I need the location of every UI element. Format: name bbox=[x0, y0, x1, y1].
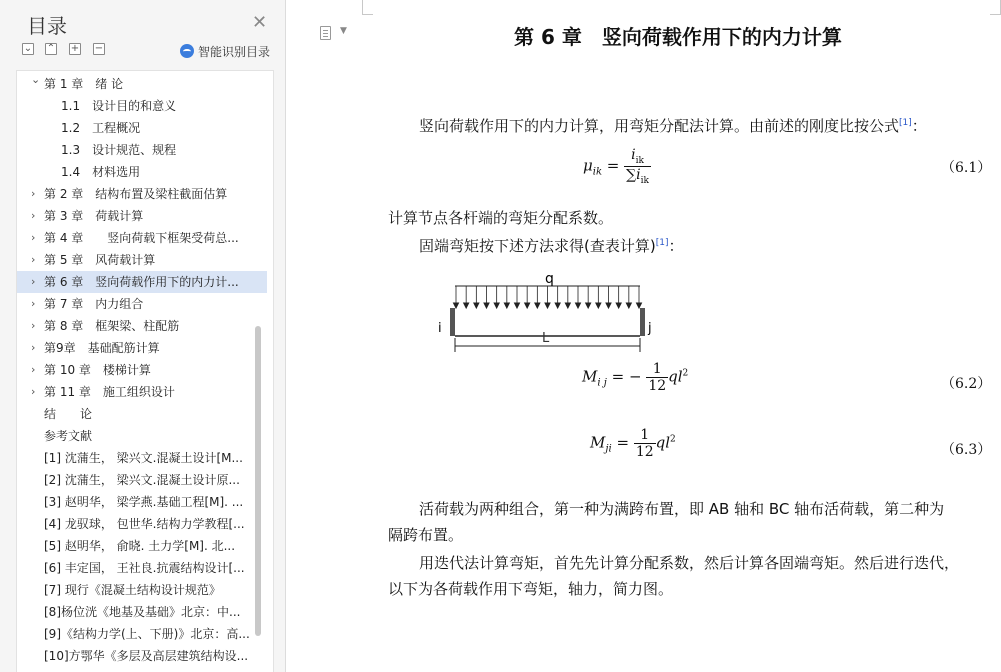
load-arrow-head bbox=[616, 303, 621, 308]
eq1-num: i bbox=[631, 147, 636, 163]
page-corner-mark bbox=[362, 0, 373, 15]
eq2-sign: = − bbox=[611, 367, 642, 386]
toc-item[interactable] bbox=[17, 293, 267, 315]
chapter-title: 第 6 章 竖向荷载作用下的内力计算 bbox=[514, 25, 842, 49]
toc-item[interactable] bbox=[17, 403, 267, 425]
toc-item-label: [5] 赵明华， 俞晓. 土力学[M]. 北... bbox=[44, 539, 236, 553]
chevron-right-icon[interactable]: › bbox=[31, 231, 36, 244]
eq2-tail: ql bbox=[668, 367, 683, 386]
toc-item[interactable] bbox=[17, 359, 267, 381]
close-icon[interactable]: ✕ bbox=[252, 12, 268, 33]
toc-item[interactable] bbox=[17, 381, 267, 403]
toc-item-label: 1.1 设计目的和意义 bbox=[61, 99, 177, 113]
toc-item-label: [1] 沈蒲生， 梁兴文.混凝土设计[M... bbox=[44, 451, 243, 465]
eq3-sign: = bbox=[616, 433, 630, 452]
add-heading-icon[interactable]: + bbox=[70, 43, 80, 54]
toc-item[interactable] bbox=[17, 645, 267, 667]
chevron-right-icon[interactable]: › bbox=[31, 385, 36, 398]
document-view-icon[interactable] bbox=[320, 26, 331, 40]
chevron-right-icon[interactable]: › bbox=[31, 363, 36, 376]
toc-item-label: 第 7 章 内力组合 bbox=[44, 297, 144, 311]
toc-item-label: [2] 沈蒲生， 梁兴文.混凝土设计原... bbox=[44, 473, 240, 487]
toc-item[interactable] bbox=[17, 447, 267, 469]
eq1-num-sub: ik bbox=[635, 155, 644, 166]
toc-item[interactable] bbox=[17, 117, 267, 139]
toc-item[interactable] bbox=[17, 491, 267, 513]
eq2-lhs-sub: i j bbox=[597, 377, 607, 389]
paragraph-5-line-2: 以下为各荷载作用下弯矩，轴力，简力图。 bbox=[388, 580, 674, 598]
toc-item[interactable] bbox=[17, 95, 267, 117]
eq3-lhs-sub: ji bbox=[605, 443, 612, 455]
toc-item-label: [4] 龙驭球， 包世华.结构力学教程[... bbox=[44, 517, 245, 531]
beam-load-diagram bbox=[432, 264, 662, 356]
toc-item[interactable] bbox=[17, 161, 267, 183]
load-arrow-head bbox=[626, 303, 631, 308]
toc-item-label: 第 1 章 绪 论 bbox=[44, 77, 124, 91]
load-arrow-head bbox=[494, 303, 499, 308]
toc-item[interactable] bbox=[17, 183, 267, 205]
toc-item-label: [7] 现行《混凝土结构设计规范》 bbox=[44, 583, 221, 597]
equation-number-6-2: （6.2） bbox=[941, 376, 992, 392]
toc-item[interactable] bbox=[17, 579, 267, 601]
toc-item[interactable] bbox=[17, 513, 267, 535]
toc-sidebar bbox=[0, 0, 286, 672]
toc-item-label: 结 论 bbox=[44, 407, 93, 421]
toc-item[interactable] bbox=[17, 315, 267, 337]
chevron-right-icon[interactable]: › bbox=[31, 275, 36, 288]
load-arrow-head bbox=[586, 303, 591, 308]
toc-item[interactable] bbox=[17, 271, 267, 293]
toc-item[interactable] bbox=[17, 249, 267, 271]
load-arrow-head bbox=[464, 303, 469, 308]
eq1-den: ∑i bbox=[626, 166, 641, 183]
toc-item-label: [6] 丰定国， 王社良.抗震结构设计[... bbox=[44, 561, 245, 575]
load-arrow-head bbox=[596, 303, 601, 308]
paragraph-4-line-2: 隔跨布置。 bbox=[388, 526, 464, 544]
smart-toc-label: 智能识别目录 bbox=[198, 44, 271, 59]
load-arrow-head bbox=[565, 303, 570, 308]
chevron-right-icon[interactable]: › bbox=[31, 297, 36, 310]
paragraph-5-line-1: 用迭代法计算弯矩，首先先计算分配系数，然后计算各固端弯矩。然后进行迭代， bbox=[419, 554, 960, 572]
toc-item-label: 1.3 设计规范、规程 bbox=[61, 143, 177, 157]
load-arrow-head bbox=[606, 303, 611, 308]
load-arrow-head bbox=[474, 303, 479, 308]
page-corner-mark-right bbox=[990, 0, 1001, 15]
eq3-num: 1 bbox=[634, 427, 656, 444]
smart-recognize-icon bbox=[180, 44, 194, 58]
chevron-right-icon[interactable]: › bbox=[31, 341, 36, 354]
toc-item-label: 第 6 章 竖向荷载作用下的内力计... bbox=[44, 275, 239, 289]
load-arrow-head bbox=[576, 303, 581, 308]
equation-6-2 bbox=[582, 361, 688, 394]
toc-item-label: 第 3 章 荷载计算 bbox=[44, 209, 144, 223]
eq1-den-sub: ik bbox=[640, 175, 649, 186]
chevron-right-icon[interactable]: › bbox=[31, 187, 36, 200]
eq1-lhs: μ bbox=[583, 156, 593, 175]
equation-number-6-1: （6.1） bbox=[941, 160, 992, 176]
toc-item-label: 第 5 章 风荷载计算 bbox=[44, 253, 156, 267]
toc-item[interactable] bbox=[17, 337, 267, 359]
toc-title: 目录 bbox=[27, 14, 67, 38]
paragraph-4-line-1: 活荷载为两种组合，第一种为满跨布置，即 AB 轴和 BC 轴布活荷载，第二种为 bbox=[419, 500, 945, 518]
toc-item[interactable] bbox=[17, 469, 267, 491]
toc-item-label: 第 10 章 楼梯计算 bbox=[44, 363, 151, 377]
toc-list-panel bbox=[16, 70, 274, 672]
load-arrow-head bbox=[545, 303, 550, 308]
load-arrow-head bbox=[515, 303, 520, 308]
smart-toc-button[interactable] bbox=[180, 43, 270, 59]
toc-item[interactable] bbox=[17, 139, 267, 161]
toc-item[interactable] bbox=[17, 205, 267, 227]
eq2-sup: 2 bbox=[682, 368, 689, 379]
eq2-lhs: M bbox=[582, 367, 598, 386]
load-arrow-head bbox=[504, 303, 509, 308]
toc-item-label: 1.2 工程概况 bbox=[61, 121, 141, 135]
load-label: q bbox=[545, 271, 554, 287]
paragraph-1-end: ： bbox=[911, 117, 927, 135]
chevron-right-icon[interactable]: › bbox=[31, 209, 36, 222]
equation-6-1: $\mu_{ik}$ = $\frac{i_{ik}}{\sum i_{ik}}$ bbox=[583, 147, 649, 186]
citation-link[interactable]: [1] bbox=[655, 238, 669, 248]
chevron-right-icon[interactable]: › bbox=[31, 319, 36, 332]
load-arrow-head bbox=[555, 303, 560, 308]
eq3-sup: 2 bbox=[670, 434, 676, 445]
toc-item[interactable] bbox=[17, 535, 267, 557]
chevron-down-icon[interactable]: ▼ bbox=[340, 26, 347, 36]
citation-link[interactable]: [1] bbox=[899, 118, 912, 128]
node-i-label: i bbox=[438, 321, 442, 336]
paragraph-1-text: 竖向荷载作用下的内力计算，用弯矩分配法计算。由前述的刚度比按公式 bbox=[419, 117, 900, 135]
eq3-lhs: M bbox=[590, 433, 606, 452]
load-arrow-head bbox=[637, 303, 642, 308]
paragraph-3 bbox=[419, 235, 683, 256]
toc-item[interactable] bbox=[17, 623, 267, 645]
load-arrow-head bbox=[484, 303, 489, 308]
toc-item[interactable] bbox=[17, 227, 267, 249]
toc-list bbox=[17, 73, 267, 667]
toc-item[interactable] bbox=[17, 73, 267, 95]
eq2-num: 1 bbox=[646, 361, 668, 378]
equation-number-6-3: （6.3） bbox=[941, 442, 992, 458]
toc-item-label: 第9章 基础配筋计算 bbox=[44, 341, 160, 355]
toc-item-label: 第 4 章 竖向荷载下框架受荷总... bbox=[44, 231, 239, 245]
equation-6-3 bbox=[590, 427, 676, 460]
toc-item[interactable] bbox=[17, 425, 267, 447]
load-arrow-head bbox=[454, 303, 459, 308]
toc-item-label: [10]方鄂华《多层及高层建筑结构设... bbox=[44, 649, 249, 663]
toc-item-label: [8]杨位洸《地基及基础》北京：中... bbox=[44, 605, 241, 619]
chevron-right-icon[interactable]: › bbox=[31, 253, 36, 266]
collapse-all-icon[interactable]: ⌃ bbox=[46, 43, 56, 54]
load-arrow-head bbox=[525, 303, 530, 308]
toc-scrollbar[interactable] bbox=[255, 326, 261, 636]
eq3-tail: ql bbox=[655, 433, 671, 452]
eq1-lhs-sub: ik bbox=[592, 166, 603, 178]
paragraph-3-end: ： bbox=[668, 237, 684, 255]
toc-item-label: 第 11 章 施工组织设计 bbox=[44, 385, 175, 399]
eq3-den: 12 bbox=[635, 444, 654, 460]
paragraph-1 bbox=[419, 115, 927, 136]
toc-item-label: [3] 赵明华， 梁学燕.基础工程[M]. ... bbox=[44, 495, 244, 509]
toc-item-label: 第 8 章 框架梁、柱配筋 bbox=[44, 319, 180, 333]
toc-item[interactable] bbox=[17, 601, 267, 623]
toc-item-label: 1.4 材料选用 bbox=[61, 165, 141, 179]
toc-item-label: [9]《结构力学(上、下册)》北京：高... bbox=[44, 627, 250, 641]
span-length-label: L bbox=[542, 331, 550, 346]
paragraph-2: 计算节点各杆端的弯矩分配系数。 bbox=[388, 209, 614, 227]
paragraph-3-text: 固端弯矩按下述方法求得(查表计算) bbox=[419, 237, 656, 255]
load-arrow-head bbox=[535, 303, 540, 308]
remove-heading-icon[interactable]: − bbox=[94, 43, 104, 54]
eq2-den: 12 bbox=[648, 378, 667, 394]
node-j-label: j bbox=[648, 321, 652, 336]
expand-all-icon[interactable]: ⌄ bbox=[23, 43, 33, 54]
toc-item-label: 第 2 章 结构布置及梁柱截面估算 bbox=[44, 187, 228, 201]
chevron-down-icon[interactable]: ⌄ bbox=[31, 73, 41, 86]
toc-item-label: 参考文献 bbox=[44, 429, 93, 443]
toc-item[interactable] bbox=[17, 557, 267, 579]
